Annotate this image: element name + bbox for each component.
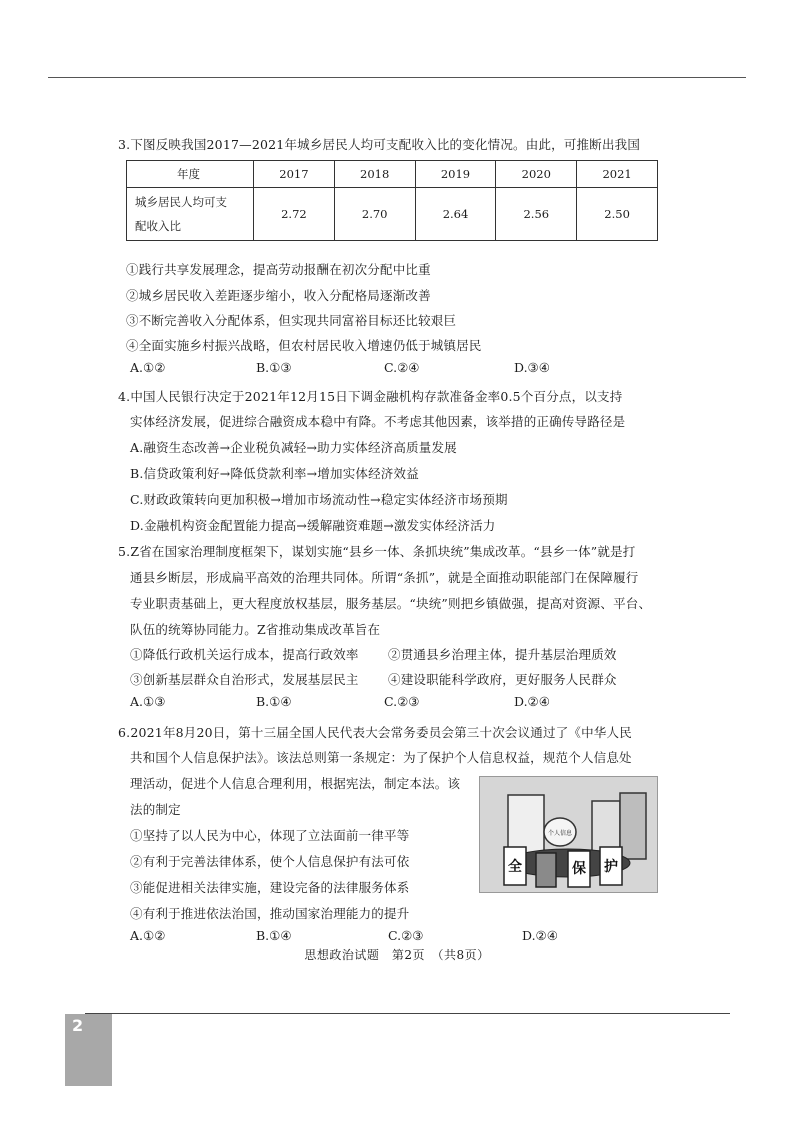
- illustration-label-info: 个人信息: [547, 830, 573, 837]
- table-value: 2.50: [577, 188, 658, 241]
- q3-item-3: ③不断完善收入分配体系，但实现共同富裕目标还比较艰巨: [126, 313, 457, 328]
- q5-item-2: ②贯通县乡治理主体，提升基层治理质效: [388, 647, 617, 662]
- q6-item-3: ③能促进相关法律实施，建设完备的法律服务体系: [130, 880, 410, 895]
- table-value: 2.72: [254, 188, 335, 241]
- q5-item-3: ③创新基层群众自治形式，发展基层民主: [130, 672, 359, 687]
- table-header-label: 年度: [127, 161, 254, 188]
- table-year: 2019: [415, 161, 496, 188]
- bottom-rule: [85, 1013, 730, 1014]
- table-year: 2017: [254, 161, 335, 188]
- q5-stem-line-1: 5.Z省在国家治理制度框架下，谋划实施“县乡一体、条抓块统”集成改革。“县乡一体”就是打: [118, 544, 636, 559]
- table-value: 2.64: [415, 188, 496, 241]
- page-number: 2: [72, 1016, 84, 1035]
- table-value: 2.56: [496, 188, 577, 241]
- q5-stem-line-2: 通县乡断层，形成扁平高效的治理共同体。所谓“条抓”，就是全面推动职能部门在保障履行: [130, 570, 639, 585]
- q3-stem: 3.下图反映我国2017—2021年城乡居民人均可支配收入比的变化情况。由此，可推断出我国: [118, 137, 641, 152]
- q3-option-a: A.①②: [130, 360, 166, 375]
- top-rule: [48, 77, 746, 78]
- q6-stem-line-1: 6.2021年8月20日，第十三届全国人民代表大会常务委员会第三十次会议通过了《中华人民: [118, 725, 632, 740]
- q4-stem-line-1: 4.中国人民银行决定于2021年12月15日下调金融机构存款准备金率0.5个百分点，以支持: [118, 389, 623, 404]
- q5-option-c: C.②③: [384, 694, 420, 709]
- q6-item-2: ②有利于完善法律体系，使个人信息保护有法可依: [130, 854, 410, 869]
- q5-item-4: ④建设职能科学政府，更好服务人民群众: [388, 672, 617, 687]
- q3-item-4: ④全面实施乡村振兴战略，但农村居民收入增速仍低于城镇居民: [126, 338, 482, 353]
- page-number-badge: [65, 1014, 112, 1086]
- privacy-protection-illustration: [479, 776, 658, 893]
- q6-option-b: B.①④: [256, 928, 292, 943]
- q6-stem-line-2: 共和国个人信息保护法》。该法总则第一条规定：为了保护个人信息权益，规范个人信息处: [130, 750, 632, 765]
- q5-stem-line-3: 专业职责基础上，更大程度放权基层，服务基层。“块统”则把乡镇做强，提高对资源、平台、: [130, 596, 652, 611]
- q5-stem-line-4: 队伍的统筹协同能力。Z省推动集成改革旨在: [130, 622, 381, 637]
- q5-item-1: ①降低行政机关运行成本，提高行政效率: [130, 647, 359, 662]
- q6-option-d: D.②④: [522, 928, 558, 943]
- illustration-label-bao: 保: [572, 861, 586, 877]
- q4-option-d: D.金融机构资金配置能力提高→缓解融资难题→激发实体经济活力: [130, 518, 496, 533]
- illustration-label-quan: 全: [508, 859, 522, 875]
- q6-option-a: A.①②: [130, 928, 166, 943]
- q6-item-4: ④有利于推进依法治国，推动国家治理能力的提升: [130, 906, 410, 921]
- q3-option-c: C.②④: [384, 360, 420, 375]
- q3-item-1: ①践行共享发展理念，提高劳动报酬在初次分配中比重: [126, 262, 431, 277]
- income-ratio-table: [126, 160, 658, 241]
- table-row-label: 城乡居民人均可支 配收入比: [127, 188, 254, 241]
- table-year: 2021: [577, 161, 658, 188]
- q3-option-b: B.①③: [256, 360, 292, 375]
- q3-option-d: D.③④: [514, 360, 550, 375]
- footer-title: 思想政治试题 第2页 （共8页）: [304, 948, 490, 962]
- q4-option-c: C.财政政策转向更加积极→增加市场流动性→稳定实体经济市场预期: [130, 492, 508, 507]
- q5-option-d: D.②④: [514, 694, 550, 709]
- table-year: 2018: [334, 161, 415, 188]
- table-value: 2.70: [334, 188, 415, 241]
- q5-option-a: A.①③: [130, 694, 166, 709]
- q4-option-a: A.融资生态改善→企业税负减轻→助力实体经济高质量发展: [130, 440, 457, 455]
- q4-stem-line-2: 实体经济发展，促进综合融资成本稳中有降。不考虑其他因素，该举措的正确传导路径是: [130, 414, 626, 429]
- table-year: 2020: [496, 161, 577, 188]
- illustration-label-hu: 护: [604, 859, 618, 875]
- q4-option-b: B.信贷政策利好→降低贷款利率→增加实体经济效益: [130, 466, 419, 481]
- q5-option-b: B.①④: [256, 694, 292, 709]
- illustration-drawing: [480, 777, 657, 892]
- q6-stem-line-4: 法的制定: [130, 802, 181, 817]
- q6-option-c: C.②③: [388, 928, 424, 943]
- q6-item-1: ①坚持了以人民为中心，体现了立法面前一律平等: [130, 828, 410, 843]
- q3-item-2: ②城乡居民收入差距逐步缩小，收入分配格局逐渐改善: [126, 288, 431, 303]
- q6-stem-line-3: 理活动，促进个人信息合理利用，根据宪法，制定本法。该: [130, 776, 461, 791]
